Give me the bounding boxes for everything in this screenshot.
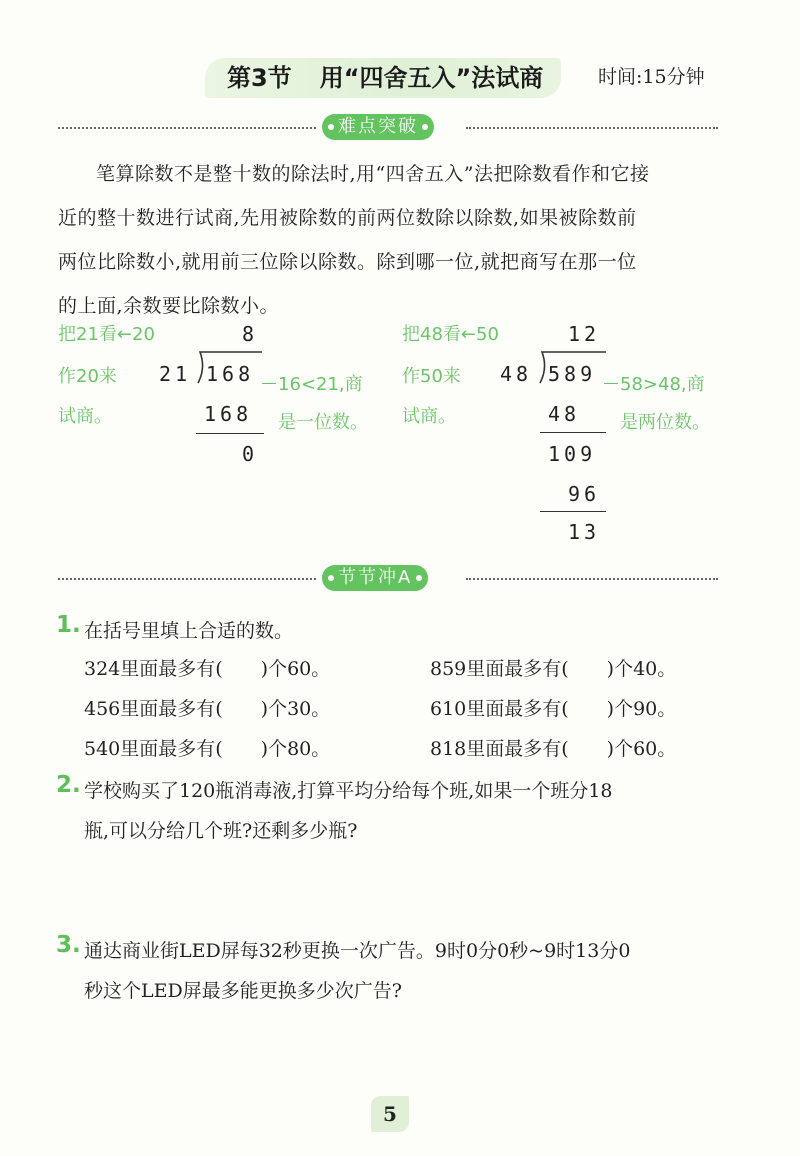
fill-blank-item[interactable]: 540里面最多有( )个80。 xyxy=(84,738,331,760)
example2-subtract-line xyxy=(540,511,606,512)
example2-dividend: 589 xyxy=(548,362,597,386)
question-text: 通达商业街LED屏每32秒更换一次广告。9时0分0秒~9时13分0 xyxy=(84,940,631,962)
example1-note-left: 试商。 xyxy=(58,406,112,427)
example2-subtract-line xyxy=(540,432,606,433)
example2-note-left: 试商。 xyxy=(402,406,456,427)
explanation-line: 近的整十数进行试商,先用被除数的前两位数除以除数,如果被除数前 xyxy=(58,207,637,229)
section-label-difficulty: 难点突破 xyxy=(322,114,434,140)
explanation-line: 的上面,余数要比除数小。 xyxy=(58,295,280,317)
question-text: 秒这个LED屏最多能更换多少次广告? xyxy=(84,980,402,1002)
example1-quotient: 8 xyxy=(242,322,259,346)
question-text: 在括号里填上合适的数。 xyxy=(84,620,294,642)
example1-note-right: 是一位数。 xyxy=(278,412,368,433)
example2-step: 96 xyxy=(568,482,601,506)
section-label-practice: 节节冲A xyxy=(322,565,428,591)
example2-note-left: 把48看←50 xyxy=(402,324,499,345)
explanation-line: 两位比除数小,就用前三位除以除数。除到哪一位,就把商写在那一位 xyxy=(58,251,637,273)
fill-blank-item[interactable]: 610里面最多有( )个90。 xyxy=(430,698,677,720)
fill-blank-item[interactable]: 818里面最多有( )个60。 xyxy=(430,738,677,760)
example1-subtract-line xyxy=(196,433,264,434)
example1-dividend: 168 xyxy=(206,362,255,386)
divider-right xyxy=(466,578,718,580)
section-number: 第3节 xyxy=(227,64,292,92)
divider-right xyxy=(466,127,718,129)
page-number: 5 xyxy=(371,1096,409,1132)
example1-remainder: 0 xyxy=(242,442,259,466)
example1-note-left: 把21看←20 xyxy=(58,324,155,345)
fill-blank-item[interactable]: 456里面最多有( )个30。 xyxy=(84,698,331,720)
question-number: 1. xyxy=(56,612,81,638)
example2-note-right: 是两位数。 xyxy=(620,412,710,433)
time-limit: 时间:15分钟 xyxy=(598,66,705,88)
question-number: 3. xyxy=(56,932,81,958)
section-title xyxy=(205,58,561,98)
example2-quotient: 12 xyxy=(568,322,601,346)
divider-left xyxy=(58,127,316,129)
example2-step: 109 xyxy=(548,442,597,466)
divider-left xyxy=(58,578,316,580)
example2-divisor: 48 xyxy=(500,362,533,386)
example2-pointer-line xyxy=(604,383,618,384)
example2-remainder: 13 xyxy=(568,520,601,544)
example2-note-right: 58>48,商 xyxy=(620,374,705,395)
example1-pointer-line xyxy=(262,383,276,384)
section-topic: 用“四舍五入”法试商 xyxy=(319,64,544,92)
example1-divisor: 21 xyxy=(159,362,192,386)
explanation-line: 笔算除数不是整十数的除法时,用“四舍五入”法把除数看作和它接 xyxy=(96,163,650,185)
example2-note-left: 作50来 xyxy=(402,366,461,387)
fill-blank-item[interactable]: 859里面最多有( )个40。 xyxy=(430,658,677,680)
example1-product: 168 xyxy=(204,402,253,426)
question-number: 2. xyxy=(56,772,81,798)
example1-note-left: 作20来 xyxy=(58,366,117,387)
question-text: 瓶,可以分给几个班?还剩多少瓶? xyxy=(84,820,358,842)
example2-step: 48 xyxy=(548,402,581,426)
fill-blank-item[interactable]: 324里面最多有( )个60。 xyxy=(84,658,331,680)
example1-note-right: 16<21,商 xyxy=(278,374,363,395)
question-text: 学校购买了120瓶消毒液,打算平均分给每个班,如果一个班分18 xyxy=(84,780,613,802)
